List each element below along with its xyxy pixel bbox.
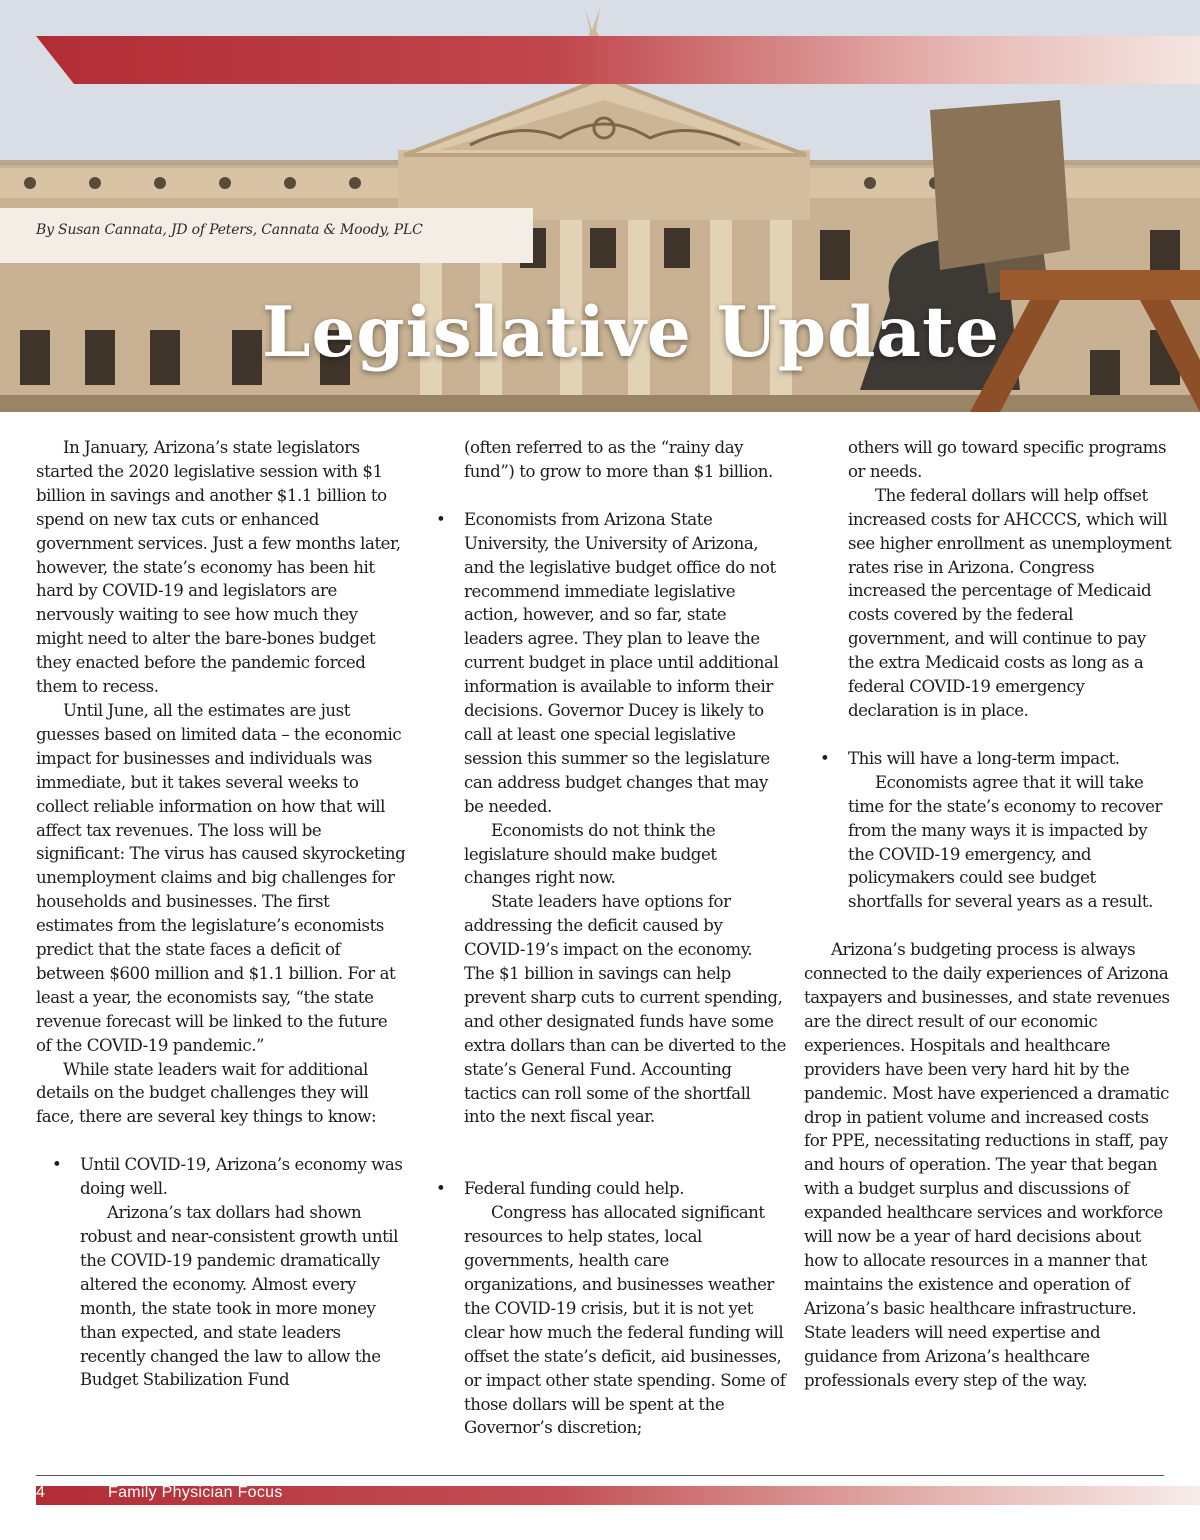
page-title: Legislative Update — [262, 292, 1000, 373]
bullet-dot: • — [820, 748, 830, 768]
paragraph: (often referred to as the “rainy day fund”) to grow to more than $1 billion. — [464, 438, 773, 481]
byline: By Susan Cannata, JD of Peters, Cannata & Moody, PLC — [36, 222, 423, 238]
paragraph: Arizona’s tax dollars had shown robust and near-consistent growth until the COVID-19 pandemic dramatically altered the economy. Almost every month, the state took in more money than expected, and state leaders recently changed the law to allow the Budget Stabilization Fund — [80, 1203, 399, 1390]
page-number: 4 — [36, 1484, 45, 1501]
bullet-item — [436, 1177, 786, 1440]
paragraph: Economists agree that it will take time for the state’s economy to recover from the many ways it is impacted by the COVID-19 emergency, and policymakers could see budget shortfalls for several years as a result. — [848, 772, 1162, 912]
bullet-heading: Federal funding could help. — [464, 1179, 685, 1199]
bullet-item — [820, 747, 1172, 914]
bullet-item — [436, 508, 786, 1130]
bullet-heading: Until COVID-19, Arizona’s economy was doing well. — [80, 1155, 403, 1199]
column-1 — [36, 436, 406, 1392]
bullet-continuation — [804, 436, 1172, 723]
bullet-heading: This will have a long-term impact. — [848, 748, 1120, 768]
hero-image — [0, 0, 1200, 412]
column-3 — [804, 436, 1172, 1392]
footer-divider — [36, 1475, 1164, 1476]
column-2 — [436, 436, 786, 1440]
paragraph: others will go toward specific programs or needs. — [848, 438, 1167, 481]
paragraph: Economists do not think the legislature should make budget changes right now. — [464, 820, 717, 888]
paragraph: Economists from Arizona State University, the University of Arizona, and the legislative budget office do not recommend immediate legislative action, however, and so far, state leaders agree. They plan to leave the current budget in place until additional information is available to inform their decisions. Governor Ducey is likely to call at least one special legislative session this summer so the legislature can address budget changes that may be needed. — [464, 509, 779, 816]
paragraph: Congress has allocated significant resources to help states, local governments, health care organizations, and businesses weather the COVID-19 crisis, but it is not yet clear how much the federal funding will offset the state’s deficit, aid businesses, or impact other state spending. Some of those dollars will be spent at the Governor’s discretion; — [464, 1203, 786, 1438]
bullet-dot: • — [436, 509, 446, 529]
paragraph: State leaders have options for addressing the deficit caused by COVID-19’s impact on the economy. The $1 billion in savings can help prevent sharp cuts to current spending, and other designated funds have some extra dollars than can be diverted to the state’s General Fund. Accounting tactics can roll some of the shortfall into the next fiscal year. — [464, 892, 786, 1127]
paragraph: Until June, all the estimates are just guesses based on limited data – the economic impact for businesses and individuals was immediate, but it takes several weeks to collect reliable information on how that will affect tax revenues. The loss will be significant: The virus has caused skyrocketing unemployment claims and big challenges for households and businesses. The first estimates from the legislature’s economists predict that the state faces a deficit of between $600 million and $1.1 billion. For at least a year, the economists say, “the state revenue forecast will be linked to the future of the COVID-19 pandemic.” — [36, 700, 406, 1055]
paragraph: While state leaders wait for additional details on the budget challenges they will face, there are several key things to know: — [36, 1059, 377, 1127]
bullet-dot: • — [52, 1155, 62, 1175]
bullet-dot: • — [436, 1179, 446, 1199]
publication-name: Family Physician Focus — [108, 1484, 283, 1501]
bullet-item — [52, 1153, 406, 1392]
paragraph: The federal dollars will help offset increased costs for AHCCCS, which will see higher enrollment as unemployment rates rise in Arizona. Congress increased the percentage of Medicaid costs covered by the federal government, and will continue to pay the extra Medicaid costs as long as a federal COVID-19 emergency declaration is in place. — [848, 485, 1172, 720]
paragraph: Arizona’s budgeting process is always connected to the daily experiences of Arizona taxpayers and businesses, and state revenues are the direct result of our economic experiences. Hospitals and healthcare providers have been very hard hit by the pandemic. Most have experienced a dramatic drop in patient volume and increased costs for PPE, necessitating reductions in staff, pay and hours of operation. The year that began with a budget surplus and discussions of expanded healthcare services and workforce will now be a year of hard decisions about how to allocate resources in a manner that maintains the existence and operation of Arizona’s basic healthcare infrastructure. State leaders will need expertise and guidance from Arizona’s healthcare professionals every step of the way. — [804, 940, 1170, 1390]
paragraph: In January, Arizona’s state legislators started the 2020 legislative session with $1 billion in savings and another $1.1 billion to spend on new tax cuts or enhanced government services. Just a few months later, however, the state’s economy has been hit hard by COVID-19 and legislators are nervously waiting to see how much they might need to alter the bare-bones budget they enacted before the pandemic forced them to recess. — [36, 438, 401, 697]
header-banner — [36, 36, 1200, 84]
